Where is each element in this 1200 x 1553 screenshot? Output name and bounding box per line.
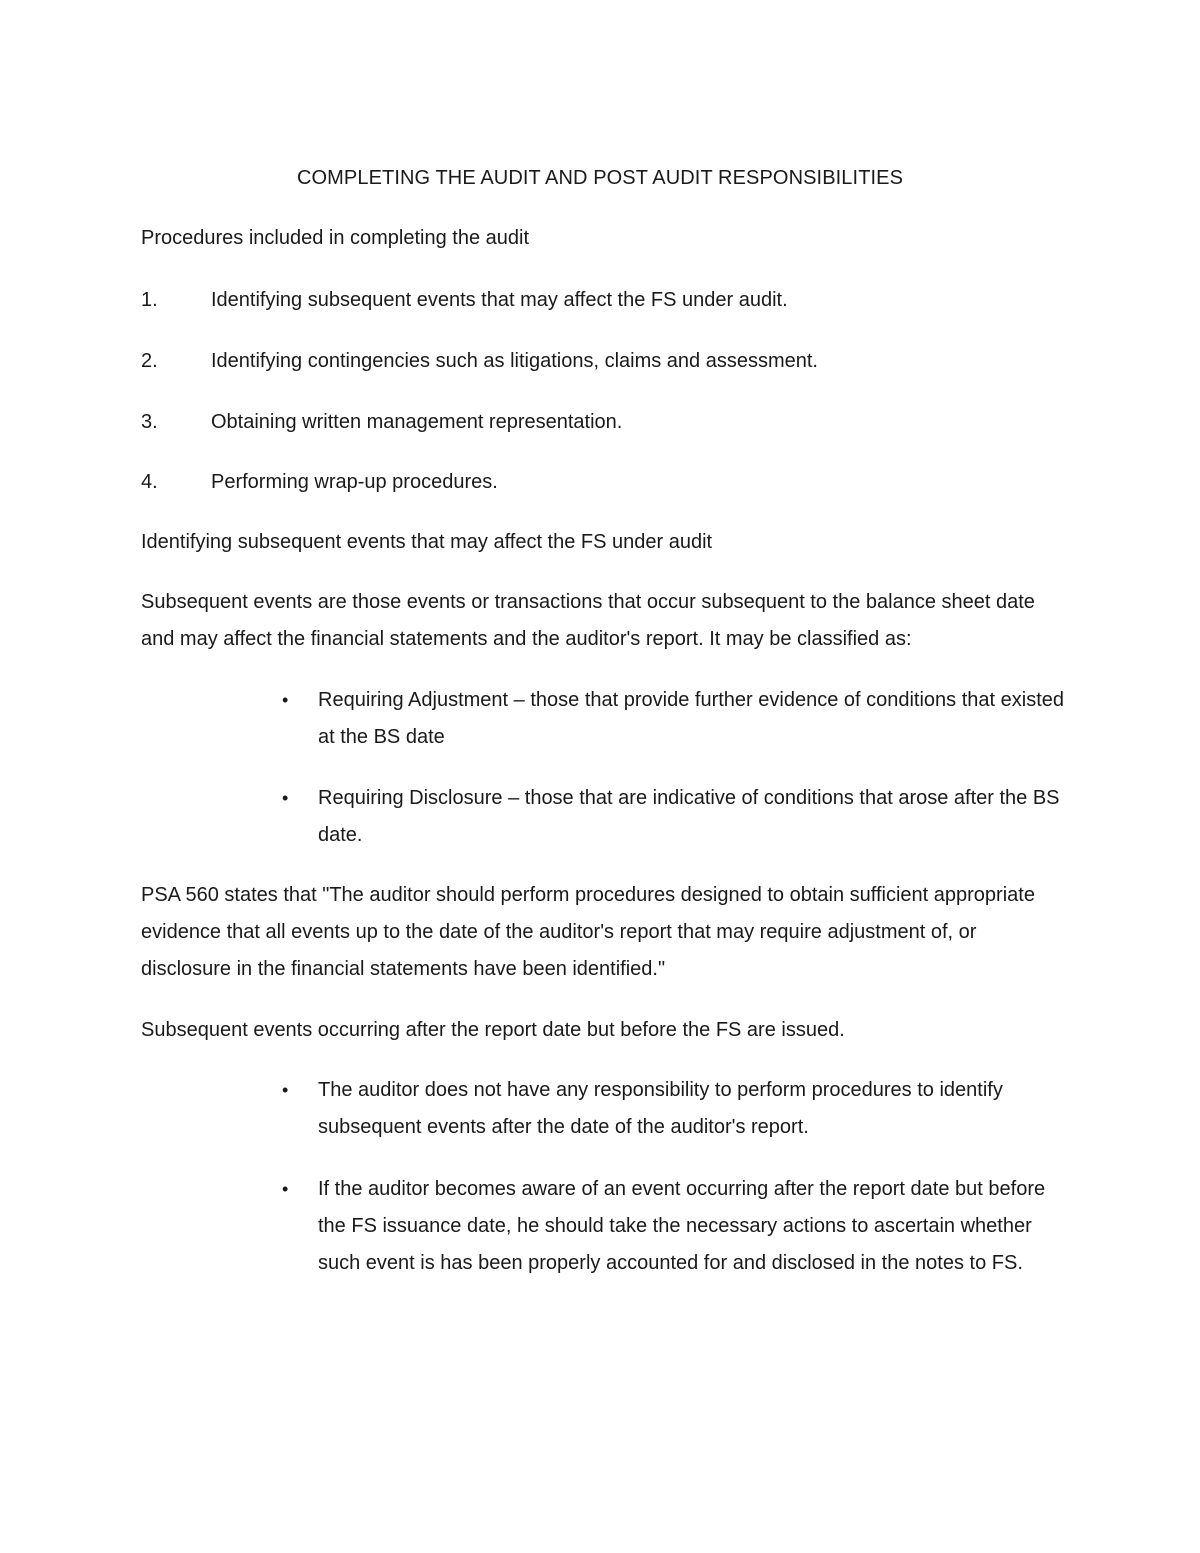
after-report-heading: Subsequent events occurring after the report date but before the FS are issued. [141, 1019, 845, 1041]
subsequent-events-definition: Subsequent events are those events or transactions that occur subsequent to the balance sheet date and may affect the financial statements and the auditor's report. It may be classified as: [141, 591, 1035, 650]
bullet-icon: • [282, 788, 289, 808]
procedures-intro: Procedures included in completing the audit [141, 227, 530, 249]
section-heading: Identifying subsequent events that may affect the FS under audit [141, 531, 713, 553]
bullet-icon: • [282, 1179, 289, 1199]
classification-item [282, 682, 1072, 756]
bullet-icon: • [282, 690, 289, 710]
classification-text: Requiring Disclosure – those that are indicative of conditions that arose after the BS date. [318, 787, 1060, 846]
bullet-icon: • [282, 1080, 289, 1100]
procedure-number: 4. [141, 471, 158, 493]
responsibility-text: If the auditor becomes aware of an event occurring after the report date but before the FS issuance date, he should take the necessary actions to ascertain whether such event is has been properly accounted for and disclosed in the notes to FS. [318, 1178, 1046, 1274]
psa-560-quote: PSA 560 states that "The auditor should perform procedures designed to obtain sufficient appropriate evidence that all events up to the date of the auditor's report that may require adjustment of, or disclosure in the financial statements have been identified." [141, 884, 1035, 980]
procedure-text: Identifying subsequent events that may affect the FS under audit. [211, 289, 788, 311]
classification-text: Requiring Adjustment – those that provide further evidence of conditions that existed at the BS date [318, 689, 1065, 748]
responsibility-item [282, 1171, 1072, 1282]
document-title: COMPLETING THE AUDIT AND POST AUDIT RESPONSIBILITIES [296, 167, 904, 189]
responsibility-item [282, 1072, 1072, 1146]
classification-item [282, 780, 1072, 854]
procedure-number: 1. [141, 289, 158, 311]
procedure-number: 3. [141, 411, 158, 433]
procedure-text: Performing wrap-up procedures. [211, 471, 498, 493]
procedure-number: 2. [141, 350, 158, 372]
procedure-text: Identifying contingencies such as litigations, claims and assessment. [211, 350, 818, 372]
procedure-text: Obtaining written management representation. [211, 411, 623, 433]
responsibility-text: The auditor does not have any responsibility to perform procedures to identify subsequent events after the date of the auditor's report. [318, 1079, 1003, 1138]
